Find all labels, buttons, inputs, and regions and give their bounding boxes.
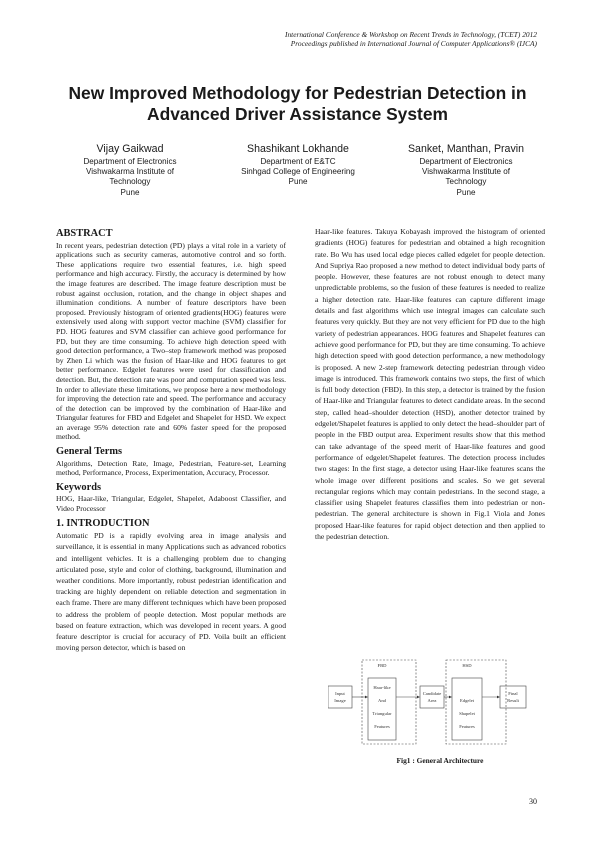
author-affiliation: Vishwakarma Institute of — [85, 167, 175, 177]
right-column — [315, 226, 545, 542]
hsd-label: HSD — [462, 663, 472, 668]
final-label: Result — [507, 698, 519, 703]
haar-label: Features — [374, 724, 390, 729]
candidate-area-box — [420, 686, 444, 708]
edgelet-shapelet-box — [452, 678, 482, 740]
input-label: Image — [334, 698, 346, 703]
author-name: Sanket, Manthan, Pravin — [407, 143, 524, 155]
haar-label: Haar-like — [373, 685, 391, 690]
author-affiliation: Department of Electronics — [419, 157, 513, 166]
final-label: Final — [508, 691, 518, 696]
author-affiliation: Pune — [120, 187, 140, 197]
edgelet-label: Shapelet — [459, 711, 475, 716]
author-block-1 — [40, 142, 220, 198]
author-affiliation: Technology — [445, 177, 487, 187]
author-affiliation: Department of E&TC — [260, 157, 336, 166]
fbd-label: FBD — [377, 663, 387, 668]
candidate-label: Area — [427, 698, 437, 703]
haar-label: And — [378, 698, 386, 703]
abstract-text: In recent years, pedestrian detection (PD) plays a vital role in a variety of applications such as security cameras, automotive control and so forth. These applications require two essential features, i.e. high speed performance and high accuracy. Firstly, the accuracy is determined by how the image features are described. The image feature description must be robust against occlusion, rotation, and the change in object shapes and illumination conditions. A number of feature descriptors have been proposed. Previously histogram of oriented gradients(HOG) features were extensively used along with support vector machine (SVM) classifier for PD. HOG features and SVM classifier can achieve good performance for PD, but they are time consuming. To achieve high detection speed with good detection performance, a Two–step framework method was proposed by Zhen Li which was the fusion of Haar-like and HOG features to get better performance. Edgelet features were used for classification and detection. But, the detection rate was poor and computation speed was less. In order to alleviate these limitations, we propose here a new methodology for improving the detection rate and speed. The performance and accuracy of the detection can be improved by the combination of Haar-like and Triangular features for FBD and Edgelet and Shapelet for HSD. We expect an average 95% detection rate and 60% faster speed for the proposed method. — [56, 240, 286, 442]
final-result-box — [500, 686, 526, 708]
header-line-1: International Conference & Workshop on Recent Trends in Technology, (TCET) 2012 — [284, 30, 537, 39]
author-affiliation: Pune — [456, 187, 476, 197]
architecture-diagram — [328, 656, 528, 746]
running-header — [97, 30, 537, 49]
architecture-figure — [328, 656, 528, 746]
author-name: Vijay Gaikwad — [96, 143, 164, 155]
input-label: Input — [335, 691, 345, 696]
paper-title: New Improved Methodology for Pedestrian Detection in Advanced Driver Assistance System — [68, 83, 527, 124]
author-block-2 — [208, 142, 388, 188]
left-column — [56, 228, 286, 653]
right-column-text: Haar-like features. Takuya Kobayash improved the histogram of oriented gradients (HOG) features for pedestrian and obtained a high recognition rate. Bo Wu has used local edge pieces called edgelet for people detection. And Supriya Rao proposed a new method to detect individual body parts of people. However, these features are not robust enough to detect many unpredictable problems, so the fusion of these features is needed to realize a higher detection rate. Haar-like features can capture different image details and fast algorithms which use integral images can calculate such features very quickly. But they are not very efficient for PD due to the high variety of pedestrian appearances. HOG features and Shapelet features can achieve good performance for PD, but they are time consuming. To achieve high detection speed with good detection performance, a new methodology is proposed. A new 2-step framework detecting pedestrian through video image is introduced. This framework contains two steps, the first of which is full body detection (FBD). In this step, a detector is trained by the fusion of Haar-like and Triangular features to detect candidate areas. In the second step, called head–shoulder detection (HSD), another detector trained by edgelet/Shapelet features is applied to only detect the head–shoulder part of people in the FBD output area. Experiment results show that this method can take advantage of the speed merit of Haar-like features and good performance of edgelet/Shapelet features. The detection process includes two stages: In the first stage, a detector using Haar-like features scans the whole image over different positions and scales. So we get several rectangular regions which may contain pedestrians. In the second stage, a classifier using Shapelet features classifies them into pedestrian or non-pedestrian. The general architecture is shown in Fig.1 Viola and Jones proposed Haar-like features for rapid object detection and then applied to the pedestrian detection. — [315, 227, 545, 542]
introduction-heading: 1. INTRODUCTION — [56, 517, 150, 529]
haar-label: Triangular — [372, 711, 392, 716]
introduction-text: Automatic PD is a rapidly evolving area in image analysis and surveillance, it is essential in many Applications such as advanced robotics and intelligent vehicles. It is a challenging problem due to changing articulated pose, style and color of clothing, background, illumination and weather conditions. More importantly, robust pedestrian identification and tracking are highly dependent on reliable detection and segmentation in each frame. There are many different techniques which have been proposed to address the problem of people detection. Most popular methods are based on feature extraction, which was developed in recent years. A good feature descriptor is crucial for accuracy of PD. Voila built an efficient moving person detector, which is based on — [56, 531, 286, 653]
input-image-box — [328, 686, 352, 708]
author-affiliation: Pune — [288, 177, 308, 187]
keywords-text: HOG, Haar-like, Triangular, Edgelet, Shapelet, Adaboost Classifier, and Video Processor — [56, 494, 286, 514]
author-affiliation: Department of Electronics — [83, 157, 177, 166]
author-affiliation: Sinhgad College of Engineering — [241, 167, 355, 177]
header-line-2: Proceedings published in International Journal of Computer Applications® (IJCA) — [290, 39, 537, 49]
page-number: 30 — [529, 797, 537, 806]
author-affiliation: Vishwakarma Institute of — [421, 167, 511, 177]
edgelet-label: Edgelet — [459, 698, 475, 703]
general-terms-heading: General Terms — [56, 446, 123, 458]
hsd-group-box — [446, 660, 506, 744]
author-block-3 — [376, 142, 556, 198]
keywords-heading: Keywords — [56, 481, 102, 493]
figure-caption: Fig1 : General Architecture — [396, 756, 484, 765]
author-affiliation: Technology — [109, 177, 151, 187]
author-name: Shashikant Lokhande — [247, 143, 349, 155]
fbd-group-box — [362, 660, 416, 744]
candidate-label: Candidate — [422, 691, 442, 696]
general-terms-text: Algorithms, Detection Rate, Image, Pedestrian, Feature-set, Learning method, Performance, Process, Experimentation, Accuracy, Processor. — [56, 458, 286, 478]
edgelet-label: Features — [459, 724, 475, 729]
abstract-heading: ABSTRACT — [56, 228, 113, 239]
